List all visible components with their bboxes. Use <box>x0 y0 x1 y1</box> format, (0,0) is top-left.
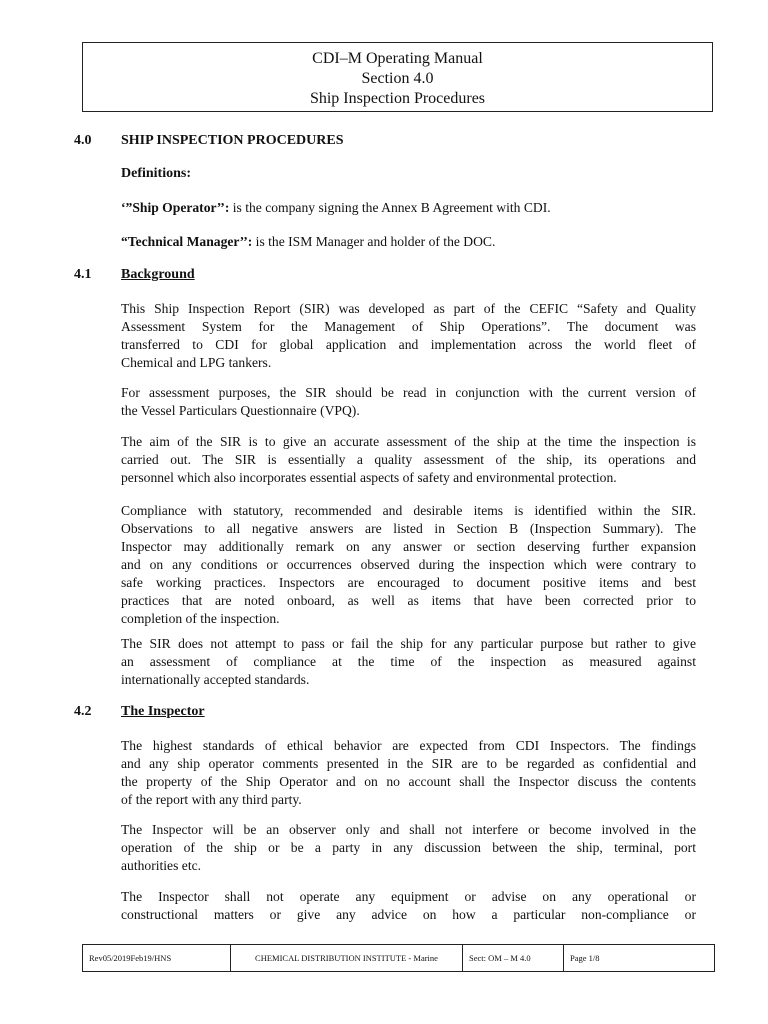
header-section: Section 4.0 <box>361 70 434 87</box>
footer-revision: Rev05/2019Feb19/HNS <box>83 945 231 971</box>
text-line: completion of the inspection. <box>121 611 280 626</box>
text-line: Compliance with statutory, recommended and desirable items is identified within the SIR. <box>121 503 696 518</box>
text-line: The Inspector will be an observer only and shall not interfere or become involved in the <box>121 822 696 837</box>
footer-organization: CHEMICAL DISTRIBUTION INSTITUTE - Marine <box>231 945 463 971</box>
document-footer <box>82 944 715 972</box>
text-line: and any ship operator comments presented in the SIR are to be regarded as confidential and <box>121 756 696 771</box>
definition-ship-operator <box>121 200 551 216</box>
text-line: The Inspector shall not operate any equipment or advise on any operational or <box>121 889 696 904</box>
section-title-4-2: The Inspector <box>121 704 205 719</box>
text-line: personnel which also incorporates essential aspects of safety and environmental protection. <box>121 470 617 485</box>
paragraph-background-1 <box>121 300 696 372</box>
paragraph-background-5 <box>121 635 696 689</box>
section-number-4-1: 4.1 <box>74 267 92 282</box>
text-line: Assessment System for the Management of Ship Operations”. The document was <box>121 319 696 334</box>
text-line: the Vessel Particulars Questionnaire (VPQ). <box>121 403 360 418</box>
section-title-4-0: SHIP INSPECTION PROCEDURES <box>121 133 344 148</box>
text-line: transferred to CDI for global application and implementation across the world fleet of <box>121 337 696 352</box>
text-line: The SIR does not attempt to pass or fail the ship for any particular purpose but rather to give <box>121 636 696 651</box>
header-subtitle: Ship Inspection Procedures <box>309 90 486 107</box>
section-number-4-2: 4.2 <box>74 704 92 719</box>
definitions-heading: Definitions: <box>121 166 191 181</box>
definition-term: “Technical Manager’’: <box>121 234 253 249</box>
text-line: practices that are noted onboard, as well as items that have been corrected prior to <box>121 593 696 608</box>
text-line: operation of the ship or be a party in any discussion between the ship, terminal, port <box>121 840 696 855</box>
text-line: The highest standards of ethical behavior are expected from CDI Inspectors. The findings <box>121 738 696 753</box>
text-line: authorities etc. <box>121 858 202 873</box>
definition-term: ‘”Ship Operator’’: <box>121 200 230 215</box>
definition-text: is the company signing the Annex B Agreement with CDI. <box>229 200 551 215</box>
section-number-4-0: 4.0 <box>74 133 92 148</box>
text-line: and on any conditions or occurrences observed during the inspection which were contrary to <box>121 557 696 572</box>
text-line: For assessment purposes, the SIR should be read in conjunction with the current version of <box>121 385 696 400</box>
paragraph-background-2 <box>121 384 696 420</box>
definition-text: is the ISM Manager and holder of the DOC. <box>252 234 496 249</box>
text-line: constructional matters or give any advice on how a particular non-compliance or <box>121 907 696 922</box>
definition-technical-manager <box>121 234 495 250</box>
section-title-4-1: Background <box>121 267 195 282</box>
text-line: Chemical and LPG tankers. <box>121 355 272 370</box>
footer-page-number: Page 1/8 <box>570 953 600 963</box>
text-line: safe working practices. Inspectors are encouraged to document positive items and best <box>121 575 696 590</box>
paragraph-inspector-3 <box>121 888 696 924</box>
text-line: of the report with any third party. <box>121 792 302 807</box>
text-line: carried out. The SIR is essentially a quality assessment of the ship, its operations and <box>121 452 696 467</box>
text-line: The aim of the SIR is to give an accurate assessment of the ship at the time the inspection is <box>121 434 696 449</box>
paragraph-inspector-2 <box>121 821 696 875</box>
text-line: an assessment of compliance at the time of the inspection as measured against <box>121 654 696 669</box>
text-line: This Ship Inspection Report (SIR) was developed as part of the CEFIC “Safety and Quality <box>121 301 696 316</box>
text-line: internationally accepted standards. <box>121 672 310 687</box>
paragraph-background-3 <box>121 433 696 487</box>
header-title: CDI–M Operating Manual <box>312 50 483 67</box>
paragraph-inspector-1 <box>121 737 696 809</box>
footer-section: Sect: OM – M 4.0 <box>463 945 564 971</box>
text-line: Inspector may additionally remark on any answer or section deserving further expansion <box>121 539 696 554</box>
document-header <box>82 42 713 112</box>
paragraph-background-4 <box>121 502 696 628</box>
text-line: the property of the Ship Operator and on no account shall the Inspector discuss the contents <box>121 774 696 789</box>
text-line: Observations to all negative answers are listed in Section B (Inspection Summary). The <box>121 521 696 536</box>
